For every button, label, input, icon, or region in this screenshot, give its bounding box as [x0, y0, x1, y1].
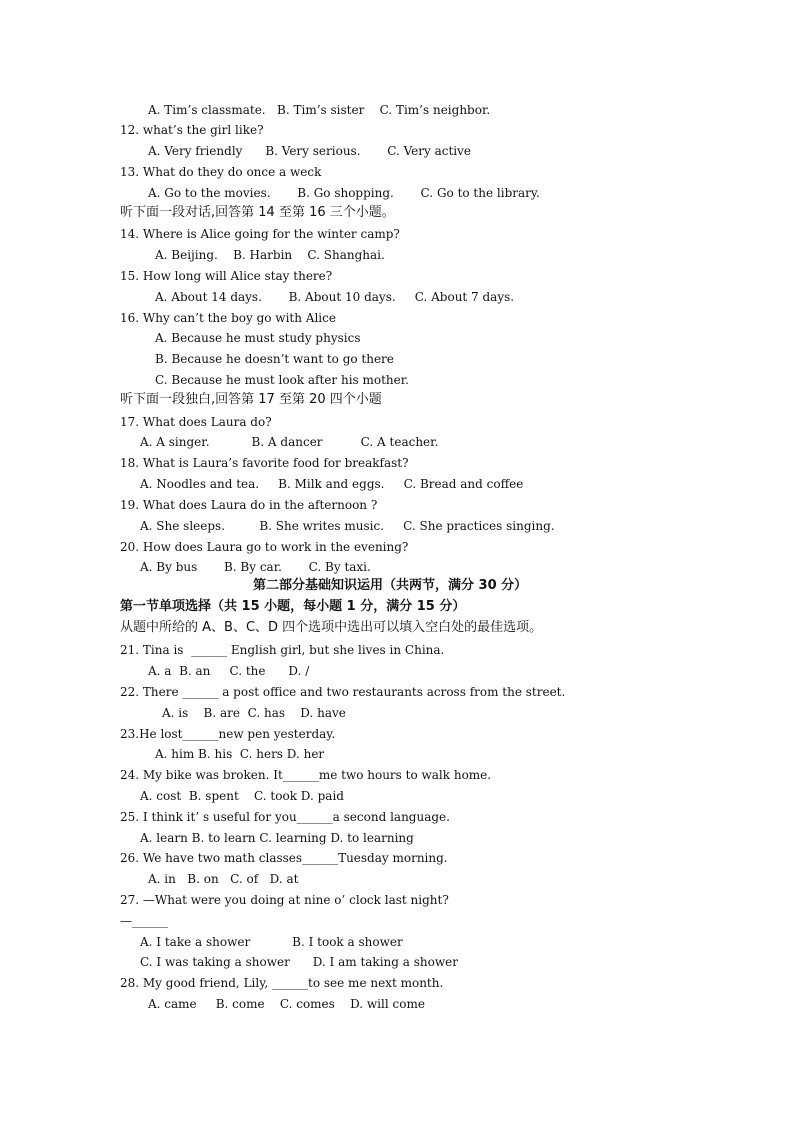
q13-options: A. Go to the movies. B. Go shopping. C. Go to the library.: [148, 186, 540, 200]
q16-option-a: A. Because he must study physics: [155, 331, 361, 345]
part-two-heading: 第二部分基础知识运用（共两节，满分 30 分）: [253, 578, 528, 593]
q13-question: 13. What do they do once a weck: [120, 165, 322, 179]
q19-question: 19. What does Laura do in the afternoon ?: [120, 498, 378, 512]
q24-options: A. cost B. spent C. took D. paid: [140, 789, 344, 803]
q16-option-b: B. Because he doesn’t want to go there: [155, 352, 394, 366]
q23-options: A. him B. his C. hers D. her: [155, 747, 325, 761]
q27-options-ab: A. I take a shower B. I took a shower: [140, 935, 403, 949]
q19-options: A. She sleeps. B. She writes music. C. She practices singing.: [140, 519, 555, 533]
q27-options-cd: C. I was taking a shower D. I am taking a shower: [140, 955, 458, 969]
q12-options: A. Very friendly B. Very serious. C. Very active: [148, 144, 472, 158]
q14-options: A. Beijing. B. Harbin C. Shanghai.: [155, 248, 385, 262]
section-one-instruction: 从题中所给的 A、B、C、D 四个选项中选出可以填入空白处的最佳选项。: [120, 620, 543, 635]
q18-options: A. Noodles and tea. B. Milk and eggs. C. Bread and coffee: [140, 477, 524, 491]
q21-options: A. a B. an C. the D. /: [148, 664, 310, 678]
q17-options: A. A singer. B. A dancer C. A teacher.: [140, 435, 439, 449]
q22-question: 22. There ______ a post office and two restaurants across from the street.: [120, 685, 566, 699]
q22-options: A. is B. are C. has D. have: [162, 706, 346, 720]
q17-question: 17. What does Laura do?: [120, 415, 272, 429]
q16-question: 16. Why can’t the boy go with Alice: [120, 311, 336, 325]
q14-question: 14. Where is Alice going for the winter camp?: [120, 227, 400, 241]
q25-question: 25. I think it’ s useful for you______a second language.: [120, 810, 450, 824]
q15-options: A. About 14 days. B. About 10 days. C. About 7 days.: [155, 290, 515, 304]
q12-question: 12. what’s the girl like?: [120, 123, 264, 137]
q27-answer-blank: —______: [120, 914, 168, 928]
section-instruction-monologue: 听下面一段独白,回答第 17 至第 20 四个小题: [120, 392, 382, 407]
q20-options: A. By bus B. By car. C. By taxi.: [140, 560, 371, 574]
q21-question: 21. Tina is ______ English girl, but she lives in China.: [120, 643, 445, 657]
q20-question: 20. How does Laura go to work in the evening?: [120, 540, 409, 554]
q27-question: 27. —What were you doing at nine o’ clock last night?: [120, 893, 449, 907]
q11-options: A. Tim’s classmate. B. Tim’s sister C. Tim’s neighbor.: [148, 103, 491, 117]
q26-options: A. in B. on C. of D. at: [148, 872, 299, 886]
q26-question: 26. We have two math classes______Tuesday morning.: [120, 851, 448, 865]
q18-question: 18. What is Laura’s favorite food for breakfast?: [120, 456, 409, 470]
q25-options: A. learn B. to learn C. learning D. to learning: [140, 831, 414, 845]
q23-question: 23.He lost______new pen yesterday.: [120, 727, 336, 741]
q16-option-c: C. Because he must look after his mother.: [155, 373, 409, 387]
section-one-heading: 第一节单项选择（共 15 小题，每小题 1 分，满分 15 分）: [120, 599, 466, 614]
q28-options: A. came B. come C. comes D. will come: [148, 997, 425, 1011]
q15-question: 15. How long will Alice stay there?: [120, 269, 333, 283]
q28-question: 28. My good friend, Lily, ______to see me next month.: [120, 976, 444, 990]
q24-question: 24. My bike was broken. It______me two hours to walk home.: [120, 768, 492, 782]
section-instruction-dialog: 听下面一段对话,回答第 14 至第 16 三个小题。: [120, 205, 395, 220]
